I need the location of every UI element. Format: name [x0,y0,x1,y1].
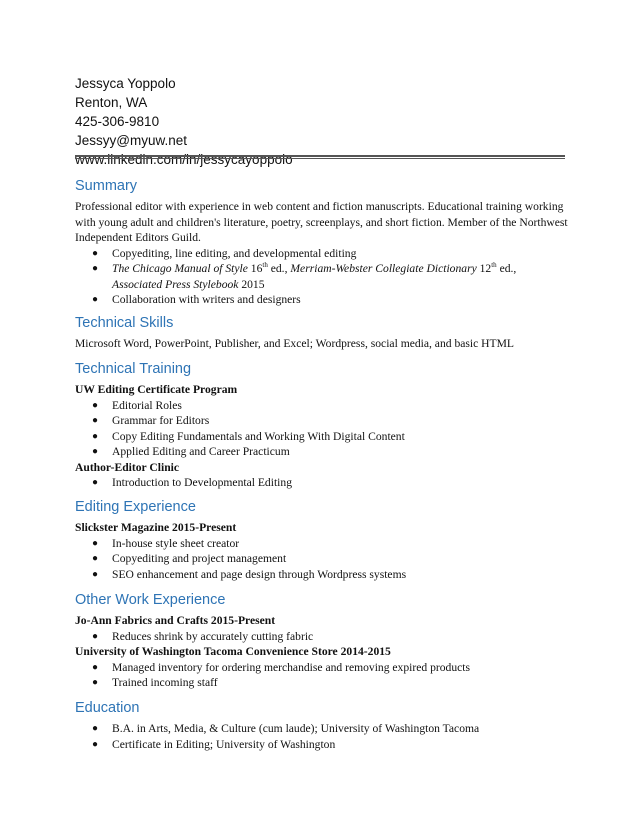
summary-heading: Summary [75,178,138,194]
skills-text: Microsoft Word, PowerPoint, Publisher, and Excel; Wordpress, social media, and basic HTML [75,337,515,350]
list-item: ● Copyediting and project management [92,552,287,565]
bullet-icon: ● [92,430,99,442]
work-list [75,629,570,645]
list-item: ● B.A. in Arts, Media, & Culture (cum laude); University of Washington Tacoma [92,722,480,735]
bullet-icon: ● [92,247,99,259]
summary-paragraph: Professional editor with experience in web content and fiction manuscripts. Educational training working with young adult and children's literature, poetry, screenplays, and short fiction. Member of the Northwest Independent Editors Guild. [75,200,568,244]
list-item: ● Copyediting, line editing, and developmental editing [92,246,357,260]
education-section [75,698,570,752]
mw-title: Merriam-Webster Collegiate Dictionary [290,262,477,275]
summary-list [75,246,570,308]
candidate-location: Renton, WA [75,95,148,110]
other-work-section [75,590,570,691]
bullet-icon: ● [92,661,99,673]
bullet-icon: ● [92,568,99,580]
list-item: ● Introduction to Developmental Editing [92,476,292,489]
cms-title: The Chicago Manual of Style [112,262,248,275]
list-item: ● Certificate in Editing; University of Washington [92,737,336,751]
training-section [75,359,570,491]
list-item: ● Editorial Roles [92,398,182,412]
skills-section [75,313,570,352]
education-heading: Education [75,700,140,716]
list-item: ● Reduces shrink by accurately cutting fabric [92,629,314,643]
bullet-icon: ● [92,294,99,305]
work-list [75,660,570,691]
header-divider [75,155,565,159]
list-item: ● Collaboration with writers and designers [92,293,301,306]
list-item: ● The Chicago Manual of Style 16th ed., Merriam-Webster Collegiate Dictionary 12th ed., Associated Press Stylebook 2015 [92,261,517,291]
other-work-heading: Other Work Experience [75,592,226,608]
editing-heading: Editing Experience [75,499,196,515]
bullet-icon: ● [92,263,99,274]
list-item: ● Applied Editing and Career Practicum [92,445,290,458]
education-list [75,721,570,752]
list-item: ● Managed inventory for ordering merchandise and removing expired products [92,660,471,674]
editing-section [75,497,570,582]
list-item: ● Trained incoming staff [92,676,218,689]
candidate-name: Jessyca Yoppolo [75,76,176,91]
candidate-email: Jessyy@myuw.net [75,133,187,148]
bullet-icon: ● [92,477,99,488]
bullet-icon: ● [92,415,99,426]
ap-title: Associated Press Stylebook [112,277,239,291]
bullet-icon: ● [92,677,99,688]
work-group-title: University of Washington Tacoma Convenience Store 2014-2015 [75,645,391,658]
list-item: ● SEO enhancement and page design through Wordpress systems [92,567,407,581]
bullet-icon: ● [92,537,99,549]
editing-list [75,536,570,583]
candidate-phone: 425-306-9810 [75,114,160,129]
skills-heading: Technical Skills [75,315,174,331]
bullet-icon: ● [92,630,99,642]
editing-group-title: Slickster Magazine 2015-Present [75,521,237,534]
work-group-title: Jo-Ann Fabrics and Crafts 2015-Present [75,614,276,627]
list-item: ● Grammar for Editors [92,414,210,427]
bullet-icon: ● [92,738,99,750]
training-heading: Technical Training [75,361,192,377]
training-group-title: UW Editing Certificate Program [75,383,238,396]
summary-section [75,176,570,308]
training-list [75,475,570,491]
training-group-title: Author-Editor Clinic [75,460,180,474]
bullet-icon: ● [92,446,99,457]
bullet-icon: ● [92,399,99,411]
bullet-icon: ● [92,723,99,734]
training-list [75,398,570,460]
candidate-linkedin: www.linkedin.com/in/jessycayoppolo [75,152,293,167]
list-item: ● In-house style sheet creator [92,536,240,550]
list-item: ● Copy Editing Fundamentals and Working With Digital Content [92,429,405,443]
bullet-icon: ● [92,553,99,564]
